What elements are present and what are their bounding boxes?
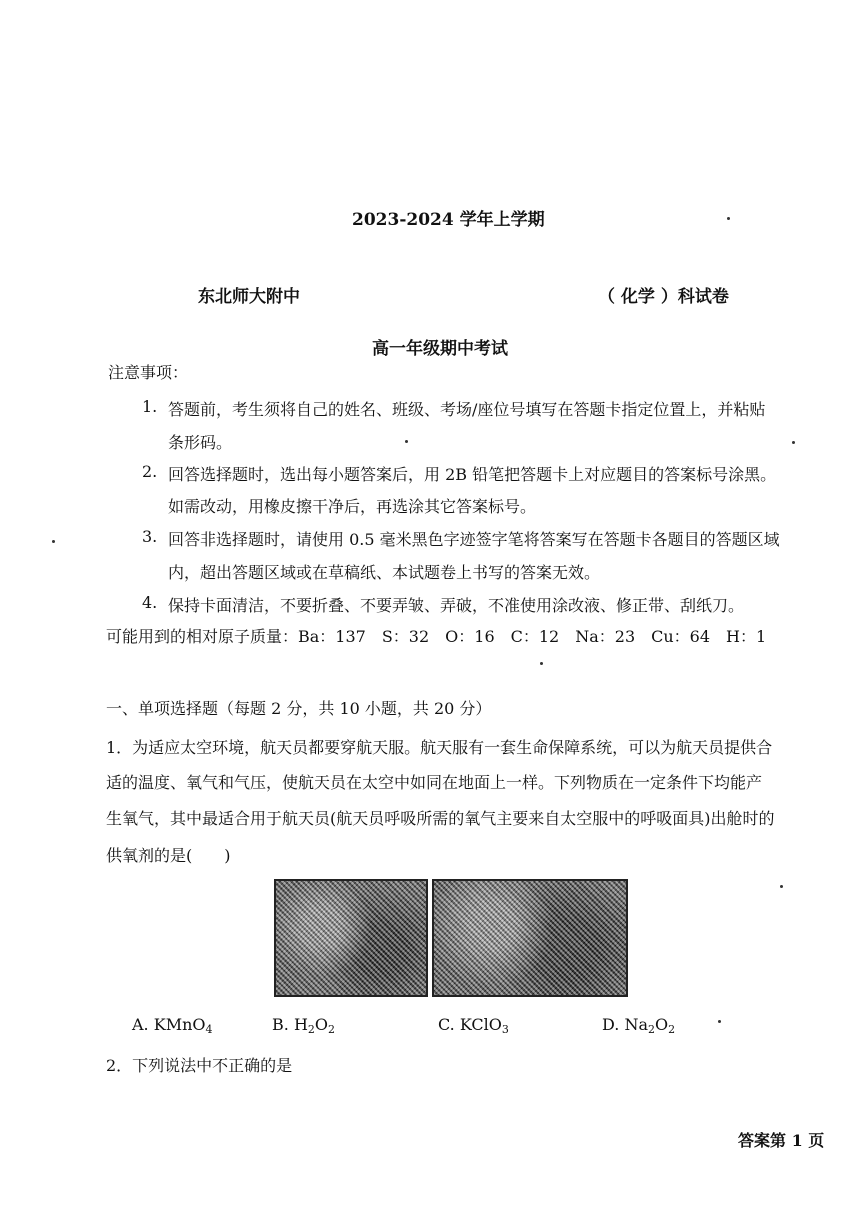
q1-line-1: 1．为适应太空环境，航天员都要穿航天服。航天服有一套生命保障系统，可以为航天员提供合 (106, 738, 773, 757)
scan-speck (405, 440, 408, 443)
option-a[interactable] (132, 1015, 213, 1036)
option-c-formula: KClO$_3$ (459, 1015, 509, 1036)
note-3-line2: 内，超出答题区域或在草稿纸、本试题卷上书写的答案无效。 (168, 563, 601, 582)
option-b[interactable] (272, 1015, 335, 1036)
note-1-number: 1. (142, 397, 158, 416)
option-b-formula: $H_2O_2$ (293, 1015, 336, 1036)
q1-line-2: 适的温度、氧气和气压，使航天员在太空中如同在地面上一样。下列物质在一定条件下均能产 (106, 773, 763, 792)
astronaut-photo-left (274, 879, 428, 997)
astronaut-photo-right (432, 879, 628, 997)
school-name: 东北师大附中 (198, 287, 300, 307)
subject-title: （ 化学 ）科试卷 (598, 287, 729, 307)
section-1-title: 一、单项选择题（每题 2 分，共 10 小题，共 20 分） (106, 699, 492, 718)
note-1-line2: 条形码。 (168, 433, 233, 452)
option-c-label: C. (438, 1015, 455, 1034)
q1-line-3: 生氧气，其中最适合用于航天员(航天员呼吸所需的氧气主要来自太空服中的呼吸面具)出舱时的 (106, 809, 775, 828)
exam-title: 高一年级期中考试 (372, 339, 508, 359)
option-c[interactable] (438, 1015, 509, 1036)
scan-speck (718, 1020, 721, 1023)
note-2-number: 2. (142, 462, 158, 481)
option-a-formula: KMnO$_4$ (153, 1015, 213, 1036)
option-b-label: B. (272, 1015, 289, 1034)
scan-speck (727, 217, 730, 220)
option-d-formula: $Na_2O_2$ (624, 1015, 676, 1036)
note-4-line1: 保持卡面清洁，不要折叠、不要弄皱、弄破，不准使用涂改液、修正带、刮纸刀。 (168, 596, 745, 615)
atomic-mass-line: 可能用到的相对原子质量：Ba：137 S：32 O：16 C：12 Na：23 Cu：64 H：1 (106, 627, 767, 646)
scan-speck (792, 441, 795, 444)
q2-text: 2．下列说法中不正确的是 (106, 1056, 293, 1075)
note-1-line1: 答题前，考生须将自己的姓名、班级、考场/座位号填写在答题卡指定位置上，并粘贴 (168, 400, 766, 419)
page-footer: 答案第 1 页 (738, 1131, 825, 1150)
option-a-label: A. (132, 1015, 149, 1034)
notes-heading: 注意事项： (108, 363, 189, 382)
note-2-line1: 回答选择题时，选出每小题答案后，用 2B 铅笔把答题卡上对应题目的答案标号涂黑。 (168, 465, 777, 484)
note-2-line2: 如需改动，用橡皮擦干净后，再选涂其它答案标号。 (168, 497, 537, 516)
option-d-label: D. (602, 1015, 620, 1034)
note-4-number: 4. (142, 593, 158, 612)
note-3-line1: 回答非选择题时，请使用 0.5 毫米黑色字迹签字笔将答案写在答题卡各题目的答题区域 (168, 530, 780, 549)
scan-speck (52, 540, 55, 543)
note-3-number: 3. (142, 527, 158, 546)
q1-line-4: 供氧剂的是( ) (106, 846, 231, 865)
option-d[interactable] (602, 1015, 675, 1036)
scan-speck (780, 885, 783, 888)
scan-speck (540, 662, 543, 665)
exam-term: 2023-2024 学年上学期 (352, 210, 545, 230)
